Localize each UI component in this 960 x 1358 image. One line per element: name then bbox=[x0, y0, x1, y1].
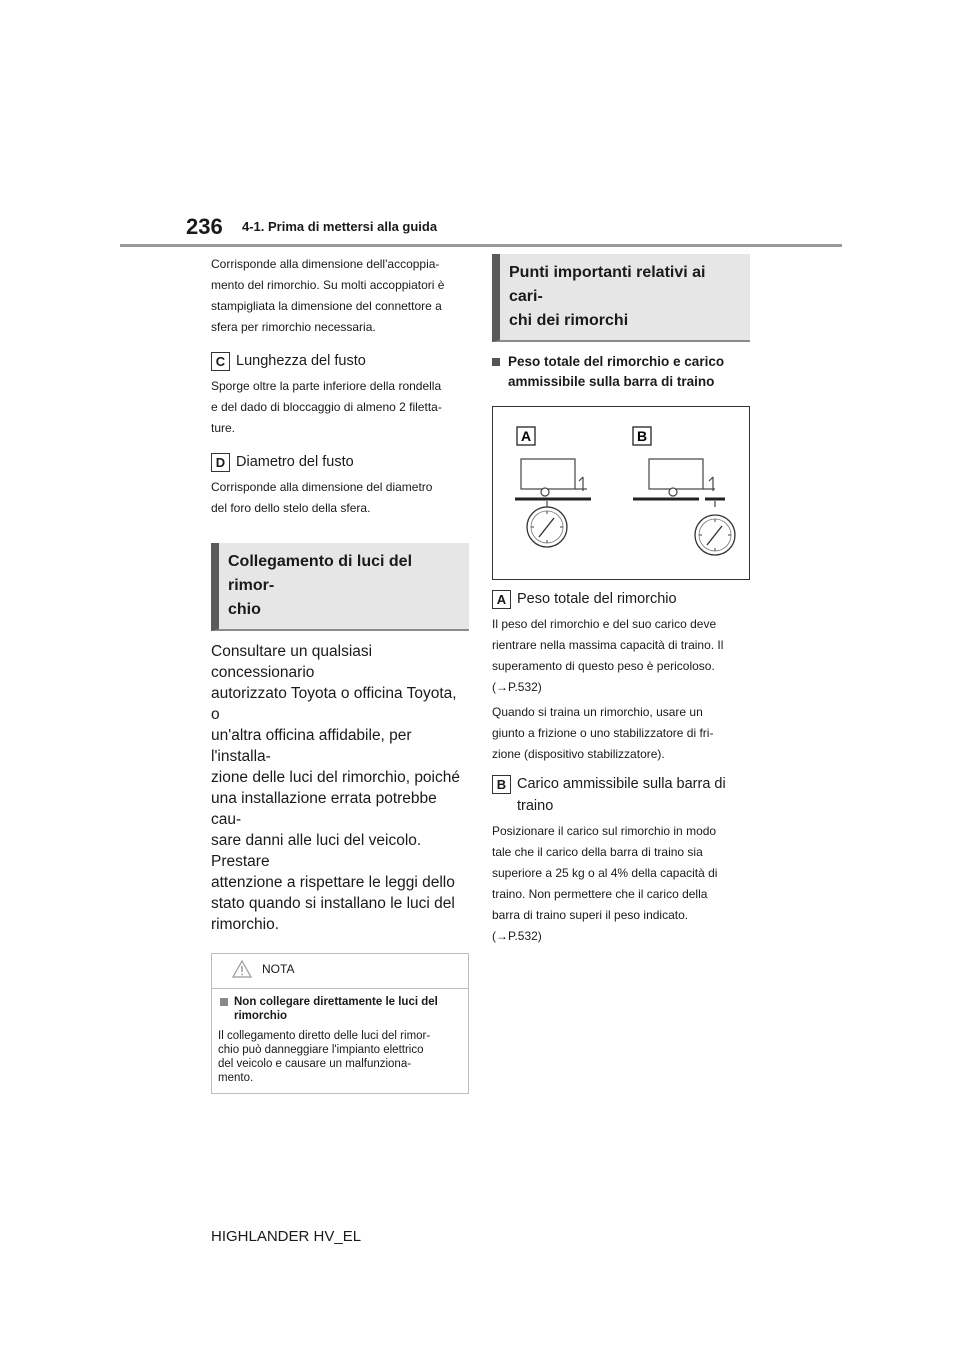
key-c-badge: C bbox=[211, 352, 230, 371]
bullet-square-icon bbox=[492, 358, 500, 366]
trailer-icon bbox=[521, 459, 587, 496]
note-divider bbox=[212, 988, 468, 989]
scale-gauge-icon bbox=[527, 507, 567, 547]
item-d-text bbox=[211, 477, 469, 519]
key-a-badge: A bbox=[492, 590, 511, 609]
lights-body bbox=[211, 641, 469, 935]
header-divider bbox=[120, 244, 842, 247]
warning-triangle-icon bbox=[232, 960, 252, 978]
note-label: NOTA bbox=[262, 962, 295, 976]
page-reference: (→P.532) bbox=[492, 680, 542, 694]
text-line: Quando si traina un rimorchio, usare un bbox=[492, 705, 703, 719]
body-line: zione delle luci del rimorchio, poiché bbox=[211, 769, 460, 786]
scale-gauge-icon bbox=[695, 515, 735, 555]
trailer-icon bbox=[649, 459, 715, 496]
text-line: rientrare nella massima capacità di traino. Il bbox=[492, 638, 724, 652]
bullet-line: ammissibile sulla barra di traino bbox=[508, 374, 715, 389]
text-line: superiore a 25 kg o al 4% della capacità di bbox=[492, 866, 718, 880]
right-column bbox=[492, 254, 750, 947]
note-header bbox=[218, 954, 462, 984]
note-body-line: del veicolo e causare un malfunziona- bbox=[218, 1058, 412, 1070]
note-title-line: rimorchio bbox=[234, 1010, 288, 1022]
key-d-badge: D bbox=[211, 453, 230, 472]
note-body-line: Il collegamento diretto delle luci del rimor- bbox=[218, 1030, 431, 1042]
text-line: tale che il carico della barra di traino sia bbox=[492, 845, 703, 859]
text-line: superamento di questo peso è pericoloso. bbox=[492, 659, 715, 673]
text-line: barra di traino superi il peso indicato. bbox=[492, 908, 689, 922]
text-line: giunto a frizione o uno stabilizzatore di fri- bbox=[492, 726, 714, 740]
left-column bbox=[211, 254, 469, 1094]
body-line: una installazione errata potrebbe cau- bbox=[211, 790, 437, 828]
weights-bullet bbox=[492, 352, 750, 392]
body-line: attenzione a rispettare le leggi dello bbox=[211, 874, 455, 891]
heading-line: Punti importanti relativi ai cari- bbox=[509, 264, 706, 305]
figure-label-a: A bbox=[520, 428, 532, 444]
page-number: 236 bbox=[186, 214, 223, 239]
trailer-weight-diagram bbox=[493, 407, 749, 579]
note-body-line: chio può danneggiare l'impianto elettrico bbox=[218, 1044, 424, 1056]
item-a-label bbox=[492, 588, 750, 610]
lights-heading bbox=[211, 543, 469, 631]
heading-line: chi dei rimorchi bbox=[509, 312, 629, 329]
heading-line: Collegamento di luci del rimor- bbox=[228, 553, 413, 594]
body-line: Consultare un qualsiasi concessionario bbox=[211, 643, 373, 681]
bullet-square-icon bbox=[220, 998, 228, 1006]
page-reference: (→P.532) bbox=[492, 929, 542, 943]
text-line: ture. bbox=[211, 421, 236, 435]
intro-line: mento del rimorchio. Su molti accoppiatori è bbox=[211, 278, 445, 292]
body-line: autorizzato Toyota o officina Toyota, o bbox=[211, 685, 457, 723]
text-line: traino. Non permettere che il carico della bbox=[492, 887, 708, 901]
item-a-text2 bbox=[492, 702, 750, 765]
text-line: zione (dispositivo stabilizzatore). bbox=[492, 747, 665, 761]
body-line: sare danni alle luci del veicolo. Prestare bbox=[211, 832, 422, 870]
note-title-line: Non collegare direttamente le luci del bbox=[234, 996, 438, 1008]
footer-model-name: HIGHLANDER HV_EL bbox=[211, 1228, 362, 1245]
heading-line: chio bbox=[228, 601, 261, 618]
text-line: del foro dello stelo della sfera. bbox=[211, 501, 371, 515]
item-b-title-line: Carico ammissibile sulla barra di bbox=[517, 776, 726, 792]
section-title: 4-1. Prima di mettersi alla guida bbox=[242, 219, 438, 234]
item-c-text bbox=[211, 376, 469, 439]
text-line: Sporge oltre la parte inferiore della rondella bbox=[211, 379, 442, 393]
note-box bbox=[211, 953, 469, 1094]
intro-line: stampigliata la dimensione del connettore a bbox=[211, 299, 442, 313]
text-line: e del dado di bloccaggio di almeno 2 filetta- bbox=[211, 400, 442, 414]
trailer-loads-heading bbox=[492, 254, 750, 342]
note-body-line: mento. bbox=[218, 1072, 254, 1084]
item-c-title: Lunghezza del fusto bbox=[236, 353, 366, 369]
text-line: Corrisponde alla dimensione del diametro bbox=[211, 480, 433, 494]
text-line: Posizionare il carico sul rimorchio in modo bbox=[492, 824, 717, 838]
note-item bbox=[218, 995, 462, 1023]
body-line: stato quando si installano le luci del bbox=[211, 895, 455, 912]
intro-line: Corrisponde alla dimensione dell'accoppia- bbox=[211, 257, 440, 271]
key-b-badge: B bbox=[492, 775, 511, 794]
item-d-label bbox=[211, 451, 469, 473]
item-b-label bbox=[492, 773, 750, 817]
note-body bbox=[218, 1029, 462, 1085]
text-line: Il peso del rimorchio e del suo carico deve bbox=[492, 617, 717, 631]
body-line: rimorchio. bbox=[211, 916, 280, 933]
figure-label-b: B bbox=[636, 428, 648, 444]
body-line: un'altra officina affidabile, per l'installa- bbox=[211, 727, 412, 765]
item-a-title: Peso totale del rimorchio bbox=[517, 591, 677, 607]
intro-line: sfera per rimorchio necessaria. bbox=[211, 320, 376, 334]
trailer-weight-figure bbox=[492, 406, 750, 580]
item-b-title-line: traino bbox=[517, 798, 554, 814]
item-c-label bbox=[211, 350, 469, 372]
item-a-text bbox=[492, 614, 750, 698]
bullet-line: Peso totale del rimorchio e carico bbox=[508, 354, 725, 369]
item-b-text bbox=[492, 821, 750, 947]
item-d-title: Diametro del fusto bbox=[236, 454, 354, 470]
